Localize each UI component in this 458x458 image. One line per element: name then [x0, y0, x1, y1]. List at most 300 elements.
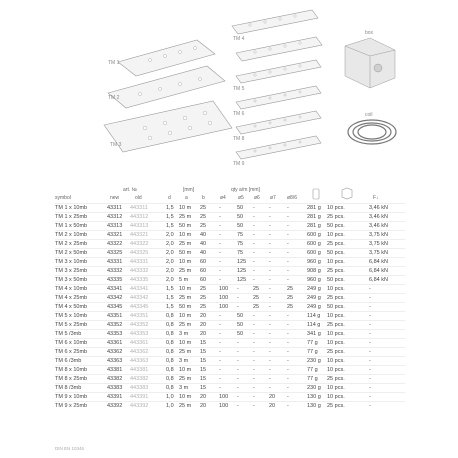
- cell-kg: 77 g: [307, 376, 318, 382]
- cell-b: 60: [200, 277, 207, 283]
- cell-pcs: 50 pcs.: [327, 223, 345, 229]
- cell-e7: -: [269, 322, 271, 328]
- cell-e5: 125: [237, 259, 247, 265]
- cell-e86: -: [287, 349, 289, 355]
- cell-old: 443342: [130, 295, 149, 301]
- cell-e86: 25: [287, 286, 294, 292]
- header-new: new: [110, 195, 120, 201]
- cell-e7: -: [269, 331, 271, 337]
- cell-e5: 125: [237, 268, 247, 274]
- cell-e6: -: [253, 277, 255, 283]
- table-row: [55, 401, 405, 410]
- cell-d: 1,5: [166, 223, 174, 229]
- cell-e4: -: [219, 331, 221, 337]
- cell-pcs: 10 pcs.: [327, 205, 345, 211]
- cell-e7: -: [269, 367, 271, 373]
- table-row: [55, 230, 405, 239]
- cell-e7: -: [269, 286, 271, 292]
- header-e86: ø8/6: [287, 195, 298, 201]
- cell-old: 443381: [130, 367, 149, 373]
- cell-kg: 77 g: [307, 340, 318, 346]
- cell-d: 1,5: [166, 214, 174, 220]
- cell-e4: -: [219, 241, 221, 247]
- strip-tm6: [236, 86, 321, 109]
- cell-e7: -: [269, 376, 271, 382]
- cell-sym: TM 1 x 25mb: [55, 214, 88, 220]
- cell-new: 43332: [107, 268, 123, 274]
- cell-new: 43312: [107, 214, 123, 220]
- cell-e6: -: [253, 358, 255, 364]
- cell-e86: -: [287, 358, 289, 364]
- header-e4: ø4: [220, 195, 226, 201]
- cell-kg: 114 g: [307, 313, 321, 319]
- cell-kg: 281 g: [307, 214, 321, 220]
- cell-a: 25 m: [179, 268, 192, 274]
- cell-kg: 77 g: [307, 367, 318, 373]
- table-row: [55, 293, 405, 302]
- cell-new: 43362: [107, 349, 123, 355]
- label-tm1: TM 1: [108, 60, 120, 66]
- cell-e5: -: [237, 286, 239, 292]
- cell-d: 0,8: [166, 376, 174, 382]
- cell-pcs: 25 pcs.: [327, 322, 345, 328]
- cell-e6: -: [253, 403, 255, 409]
- cell-a: 3 m: [179, 358, 189, 364]
- cell-b: 25: [200, 205, 207, 211]
- cell-b: 25: [200, 304, 207, 310]
- cell-e6: -: [253, 349, 255, 355]
- cell-a: 50 m: [179, 250, 192, 256]
- cell-pcs: 25 pcs.: [327, 403, 345, 409]
- cell-a: 10 m: [179, 205, 192, 211]
- cell-b: 60: [200, 268, 207, 274]
- cell-sym: TM 5 x 25mb: [55, 322, 88, 328]
- label-tm3: TM 3: [110, 142, 122, 148]
- cell-d: 0,8: [166, 340, 174, 346]
- cell-d: 0,8: [166, 349, 174, 355]
- cell-b: 15: [200, 340, 207, 346]
- cell-a: 25 m: [179, 349, 192, 355]
- cell-a: 25 m: [179, 214, 192, 220]
- cell-d: 1,5: [166, 286, 174, 292]
- cell-e6: -: [253, 205, 255, 211]
- cell-b: 15: [200, 358, 207, 364]
- cell-e86: -: [287, 331, 289, 337]
- label-tm9: TM 9: [233, 161, 245, 167]
- cell-a: 25 m: [179, 295, 192, 301]
- cell-old: 443351: [130, 313, 149, 319]
- cell-e4: -: [219, 250, 221, 256]
- cell-f: -: [369, 286, 371, 292]
- cell-kg: 600 g: [307, 250, 321, 256]
- cell-sym: TM 5 /3mb: [55, 331, 82, 337]
- cell-e6: -: [253, 232, 255, 238]
- cell-sym: TM 3 x 10mb: [55, 259, 88, 265]
- cell-e5: 75: [237, 250, 244, 256]
- cell-sym: TM 4 x 25mb: [55, 295, 88, 301]
- cell-kg: 960 g: [307, 259, 321, 265]
- plate-tm2: [108, 66, 225, 108]
- cell-e4: -: [219, 322, 221, 328]
- cell-sym: TM 2 x 25mb: [55, 241, 88, 247]
- cell-e86: -: [287, 277, 289, 283]
- cell-b: 15: [200, 376, 207, 382]
- cell-e5: -: [237, 304, 239, 310]
- cell-b: 20: [200, 403, 207, 409]
- cell-f: 3,75 kN: [369, 250, 388, 256]
- cell-e6: -: [253, 340, 255, 346]
- cell-sym: TM 2 x 50mb: [55, 250, 88, 256]
- cell-e6: -: [253, 394, 255, 400]
- cell-old: 443345: [130, 304, 149, 310]
- cell-e5: -: [237, 376, 239, 382]
- header-e7: ø7: [270, 195, 276, 201]
- cell-e5: 50: [237, 331, 244, 337]
- cell-e86: -: [287, 367, 289, 373]
- table-row: [55, 356, 405, 365]
- cell-e5: 50: [237, 205, 244, 211]
- table-row: [55, 212, 405, 221]
- cell-old: 443322: [130, 241, 149, 247]
- cell-e86: -: [287, 205, 289, 211]
- cell-new: 43391: [107, 394, 123, 400]
- product-illustrations: [0, 0, 458, 180]
- cell-e6: 25: [253, 295, 260, 301]
- header-art: art. №: [123, 187, 137, 193]
- cell-e5: -: [237, 340, 239, 346]
- cell-b: 25: [200, 295, 207, 301]
- cell-sym: TM 8 x 10mb: [55, 367, 88, 373]
- cell-new: 43392: [107, 403, 123, 409]
- cell-old: 443341: [130, 286, 149, 292]
- header-old: old: [135, 195, 142, 201]
- cell-old: 443313: [130, 223, 149, 229]
- cell-d: 1,5: [166, 205, 174, 211]
- cell-e5: 75: [237, 232, 244, 238]
- cell-kg: 77 g: [307, 349, 318, 355]
- table-row: [55, 266, 405, 275]
- cell-new: 43352: [107, 322, 123, 328]
- header-d: d: [168, 195, 171, 201]
- cell-kg: 114 g: [307, 322, 321, 328]
- cell-e5: 50: [237, 214, 244, 220]
- cell-old: 443352: [130, 322, 149, 328]
- cell-e5: -: [237, 367, 239, 373]
- cell-d: 0,8: [166, 322, 174, 328]
- cell-e7: 20: [269, 394, 276, 400]
- cell-old: 443353: [130, 331, 149, 337]
- cell-e7: -: [269, 268, 271, 274]
- cell-sym: TM 6 x 25mb: [55, 349, 88, 355]
- table-header: [55, 185, 405, 203]
- cell-a: 25 m: [179, 241, 192, 247]
- table-row: [55, 284, 405, 293]
- cell-d: 0,8: [166, 358, 174, 364]
- cell-e86: -: [287, 376, 289, 382]
- cell-e86: -: [287, 322, 289, 328]
- cell-f: -: [369, 304, 371, 310]
- table-body: [55, 203, 405, 410]
- table-row: [55, 275, 405, 284]
- cell-d: 1,5: [166, 304, 174, 310]
- cell-kg: 230 g: [307, 358, 321, 364]
- table-row: [55, 374, 405, 383]
- cell-e86: 25: [287, 295, 294, 301]
- cell-e86: -: [287, 259, 289, 265]
- cell-kg: 249 g: [307, 286, 321, 292]
- cell-old: 443331: [130, 259, 149, 265]
- cell-e7: -: [269, 232, 271, 238]
- table-row: [55, 221, 405, 230]
- cell-sym: TM 1 x 50mb: [55, 223, 88, 229]
- cell-d: 1,0: [166, 403, 174, 409]
- cell-f: 6,84 kN: [369, 259, 388, 265]
- cell-b: 40: [200, 232, 207, 238]
- cell-a: 10 m: [179, 286, 192, 292]
- cell-new: 43313: [107, 223, 123, 229]
- cell-e7: 20: [269, 403, 276, 409]
- table-row: [55, 311, 405, 320]
- cell-a: 25 m: [179, 403, 192, 409]
- cell-e4: 100: [219, 295, 229, 301]
- cell-e4: -: [219, 313, 221, 319]
- cell-b: 25: [200, 286, 207, 292]
- cell-new: 43342: [107, 295, 123, 301]
- cell-e7: -: [269, 358, 271, 364]
- cell-new: 43353: [107, 331, 123, 337]
- strip-tm4b: [236, 37, 322, 61]
- cell-d: 1,5: [166, 295, 174, 301]
- cell-e7: -: [269, 214, 271, 220]
- cell-kg: 281 g: [307, 223, 321, 229]
- cell-new: 43331: [107, 259, 123, 265]
- cell-kg: 130 g: [307, 403, 321, 409]
- cell-e6: -: [253, 214, 255, 220]
- cell-e7: -: [269, 277, 271, 283]
- cell-pcs: 50 pcs.: [327, 250, 345, 256]
- cell-b: 15: [200, 385, 207, 391]
- cell-e7: -: [269, 304, 271, 310]
- header-a: a: [185, 195, 188, 201]
- cell-d: 0,8: [166, 331, 174, 337]
- cell-e86: -: [287, 394, 289, 400]
- table-row: [55, 248, 405, 257]
- cell-e4: -: [219, 376, 221, 382]
- cell-a: 25 m: [179, 322, 192, 328]
- plate-tm3: [104, 101, 232, 152]
- cell-pcs: 10 pcs.: [327, 367, 345, 373]
- cell-new: 43382: [107, 376, 123, 382]
- cell-sym: TM 3 x 25mb: [55, 268, 88, 274]
- cell-pcs: 50 pcs.: [327, 277, 345, 283]
- cell-e7: -: [269, 385, 271, 391]
- cell-b: 25: [200, 223, 207, 229]
- cell-pcs: 10 pcs.: [327, 259, 345, 265]
- cell-sym: TM 5 x 10mb: [55, 313, 88, 319]
- header-symbol: symbol: [55, 195, 71, 201]
- cell-e4: -: [219, 358, 221, 364]
- cell-f: -: [369, 322, 371, 328]
- cell-e6: -: [253, 313, 255, 319]
- cell-new: 43381: [107, 367, 123, 373]
- cell-f: 3,46 kN: [369, 205, 388, 211]
- cell-e4: -: [219, 385, 221, 391]
- cell-b: 40: [200, 241, 207, 247]
- cell-sym: TM 1 x 10mb: [55, 205, 88, 211]
- cell-pcs: 10 pcs.: [327, 286, 345, 292]
- cell-a: 50 m: [179, 223, 192, 229]
- cell-e5: -: [237, 385, 239, 391]
- cell-e6: 25: [253, 304, 260, 310]
- cell-pcs: 10 pcs.: [327, 394, 345, 400]
- cell-new: 43361: [107, 340, 123, 346]
- cell-e5: -: [237, 358, 239, 364]
- cell-e4: -: [219, 340, 221, 346]
- cell-a: 10 m: [179, 394, 192, 400]
- cell-f: 3,46 kN: [369, 214, 388, 220]
- cell-e7: -: [269, 340, 271, 346]
- table-row: [55, 392, 405, 401]
- cell-a: 10 m: [179, 232, 192, 238]
- strip-tm9: [236, 136, 321, 159]
- cell-a: 3 m: [179, 385, 189, 391]
- cell-pcs: 10 pcs.: [327, 331, 345, 337]
- cell-sym: TM 2 x 10mb: [55, 232, 88, 238]
- cell-sym: TM 3 x 50mb: [55, 277, 88, 283]
- cell-e7: -: [269, 349, 271, 355]
- table-row: [55, 302, 405, 311]
- cell-b: 25: [200, 214, 207, 220]
- cell-pcs: 25 pcs.: [327, 376, 345, 382]
- cell-sym: TM 4 x 10mb: [55, 286, 88, 292]
- cell-old: 443321: [130, 232, 149, 238]
- cell-new: 43345: [107, 304, 123, 310]
- cell-e86: -: [287, 340, 289, 346]
- cell-e7: -: [269, 205, 271, 211]
- cell-kg: 130 g: [307, 394, 321, 400]
- label-tm4: TM 4: [233, 36, 245, 42]
- table-row: [55, 347, 405, 356]
- cell-kg: 249 g: [307, 304, 321, 310]
- header-b: b: [202, 195, 205, 201]
- cell-a: 10 m: [179, 340, 192, 346]
- footnote: DIN EN 10346: [55, 446, 85, 451]
- cell-e4: -: [219, 223, 221, 229]
- cell-d: 0,8: [166, 313, 174, 319]
- box-illustration: [345, 38, 395, 88]
- label-tm8: TM 8: [233, 136, 245, 142]
- label-tm2: TM 2: [108, 95, 120, 101]
- header-e5: ø5: [238, 195, 244, 201]
- cell-e6: -: [253, 241, 255, 247]
- cell-f: 3,75 kN: [369, 232, 388, 238]
- cell-old: 443391: [130, 394, 149, 400]
- table-row: [55, 338, 405, 347]
- label-box: box: [365, 30, 374, 36]
- cell-d: 2,0: [166, 241, 174, 247]
- cell-b: 20: [200, 331, 207, 337]
- cell-pcs: 10 pcs.: [327, 340, 345, 346]
- cell-a: 10 m: [179, 259, 192, 265]
- cell-old: 443312: [130, 214, 149, 220]
- specification-table: [55, 185, 405, 410]
- cell-old: 443335: [130, 277, 149, 283]
- cell-sym: TM 6 x 10mb: [55, 340, 88, 346]
- cell-pcs: 25 pcs.: [327, 214, 345, 220]
- cell-b: 60: [200, 259, 207, 265]
- cell-kg: 908 g: [307, 268, 321, 274]
- cell-e86: -: [287, 214, 289, 220]
- cell-e6: -: [253, 223, 255, 229]
- cell-b: 15: [200, 367, 207, 373]
- cell-e86: -: [287, 232, 289, 238]
- weight-icon: [311, 185, 321, 201]
- cell-e5: 125: [237, 277, 247, 283]
- cell-e7: -: [269, 295, 271, 301]
- cell-new: 43311: [107, 205, 122, 211]
- cell-e86: 25: [287, 304, 294, 310]
- cell-e4: 100: [219, 286, 229, 292]
- cell-d: 2,0: [166, 259, 174, 265]
- strip-tm4: [232, 10, 318, 34]
- cell-pcs: 25 pcs.: [327, 241, 345, 247]
- header-qty: qty a/m [mm]: [231, 187, 260, 193]
- cell-new: 43321: [107, 232, 123, 238]
- cell-old: 443382: [130, 376, 149, 382]
- cell-e6: -: [253, 322, 255, 328]
- table-row: [55, 239, 405, 248]
- cell-kg: 341 g: [307, 331, 321, 337]
- cell-pcs: 25 pcs.: [327, 295, 345, 301]
- cell-d: 2,0: [166, 277, 174, 283]
- cell-e4: -: [219, 277, 221, 283]
- cell-e6: -: [253, 268, 255, 274]
- table-row: [55, 383, 405, 392]
- cell-e6: -: [253, 259, 255, 265]
- table-row: [55, 257, 405, 266]
- cell-d: 0,8: [166, 367, 174, 373]
- cell-e4: -: [219, 349, 221, 355]
- coil-illustration: [348, 120, 396, 144]
- cell-e86: -: [287, 268, 289, 274]
- cell-b: 40: [200, 250, 207, 256]
- cell-e6: -: [253, 331, 255, 337]
- header-f: F↓: [373, 195, 379, 201]
- cell-old: 443325: [130, 250, 149, 256]
- cell-sym: TM 8 /3mb: [55, 385, 82, 391]
- cell-e5: 75: [237, 241, 244, 247]
- cell-d: 2,0: [166, 268, 174, 274]
- cell-pcs: 50 pcs.: [327, 304, 345, 310]
- cell-pcs: 10 pcs.: [327, 232, 345, 238]
- cell-e5: -: [237, 295, 239, 301]
- cell-kg: 960 g: [307, 277, 321, 283]
- cell-old: 443332: [130, 268, 149, 274]
- cell-e86: -: [287, 241, 289, 247]
- cell-e5: 50: [237, 313, 244, 319]
- cell-f: -: [369, 313, 371, 319]
- cell-kg: 281 g: [307, 205, 321, 211]
- cell-e86: -: [287, 223, 289, 229]
- cell-old: 443363: [130, 358, 149, 364]
- cell-d: 0,8: [166, 385, 174, 391]
- cell-e5: 50: [237, 322, 244, 328]
- cell-e7: -: [269, 259, 271, 265]
- cell-e6: 25: [253, 286, 260, 292]
- cell-f: -: [369, 394, 371, 400]
- cell-new: 43322: [107, 241, 123, 247]
- cell-f: 6,84 kN: [369, 268, 388, 274]
